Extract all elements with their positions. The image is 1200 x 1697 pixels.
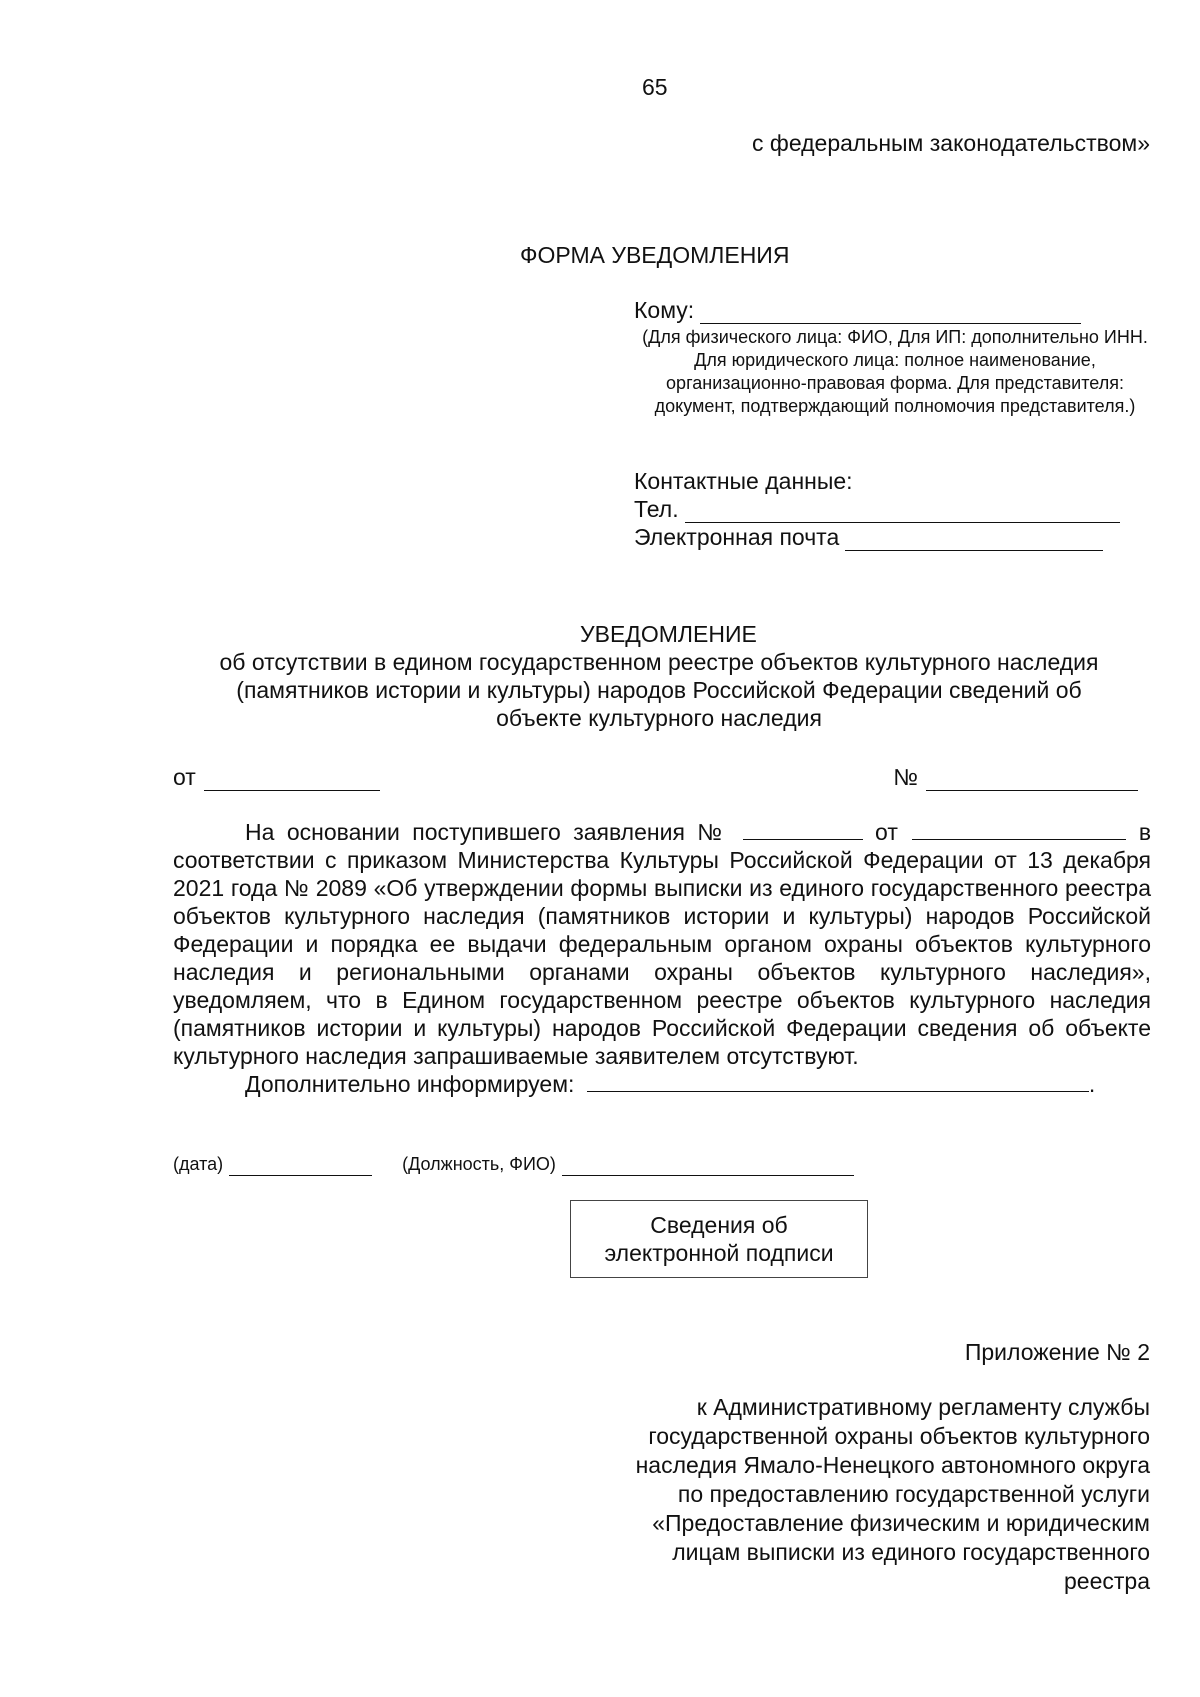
from-label: от [173,764,196,790]
sign-row [173,1153,854,1176]
number-group [893,763,1138,791]
recipient-row [634,296,1154,324]
header-continuation: с федеральным законодательством» [752,130,1150,156]
position-field[interactable] [562,1157,854,1176]
form-title: ФОРМА УВЕДОМЛЕНИЯ [520,242,790,268]
recipient-note: (Для физического лица: ФИО, Для ИП: дополнительно ИНН. Для юридического лица: полное наименование, организационно-правовая форма. Для представителя: документ, подтверждающий полномочия представителя.) [642,327,1148,416]
recipient-field[interactable] [700,302,1081,324]
notice-heading: УВЕДОМЛЕНИЕ [580,621,757,647]
from-row [173,763,1138,791]
from-date-field[interactable] [204,769,380,791]
additional-label: Дополнительно информируем: [245,1071,575,1097]
email-row [634,523,1103,551]
position-label: (Должность, ФИО) [402,1154,556,1174]
body-paragraph [173,818,1151,1070]
signature-box-text: Сведения об электронной подписи [604,1212,834,1266]
email-field[interactable] [845,529,1103,551]
appendix-text: к Административному регламенту службы государственной охраны объектов культурного наследия Ямало-Ненецкого автономного округа по предоставлению государственной услуги «Предоставление физическим и юридическим лицам выписки из единого государственного реестра [635,1394,1150,1594]
body-part3: в соответствии с приказом Министерства Культуры Российской Федерации от 13 декабря 2021 года № 2089 «Об утверждении формы выписки из единого государственного реестра объектов культурного наследия (памятников истории и культуры) народов Российской Федерации и порядка ее выдачи федеральным органом охраны объектов культурного наследия и региональными органами охраны объектов культурного наследия», уведомляем, что в Едином государственном реестре объектов культурного наследия (памятников истории и культуры) народов Российской Федерации сведения об объекте культурного наследия запрашиваемые заявителем отсутствуют. [173,819,1152,1069]
appendix-label: Приложение № 2 [964,1339,1150,1365]
email-label: Электронная почта [634,524,840,550]
phone-field[interactable] [685,501,1120,523]
body-text [173,818,1151,1098]
number-field[interactable] [926,769,1138,791]
additional-info-field[interactable] [587,1071,1089,1092]
date-label: (дата) [173,1154,224,1174]
application-date-field[interactable] [912,819,1126,840]
date-field[interactable] [229,1157,372,1176]
additional-info-row: Дополнительно информируем: . [245,1071,1096,1097]
contacts-title: Контактные данные: [634,468,853,494]
recipient-label: Кому: [634,297,695,323]
body-part1: На основании поступившего заявления № [245,819,729,845]
notice-subheading: об отсутствии в едином государственном реестре объектов культурного наследия (памятников истории и культуры) народов Российской Федерации сведений об объекте культурного наследия [219,649,1099,731]
signature-box [570,1200,868,1278]
number-label: № [893,764,918,790]
from-date-group [173,763,380,791]
phone-row [634,495,1120,523]
application-number-field[interactable] [743,819,863,840]
body-part2: от [875,819,898,845]
page-number: 65 [642,74,668,100]
phone-label: Тел. [634,496,679,522]
